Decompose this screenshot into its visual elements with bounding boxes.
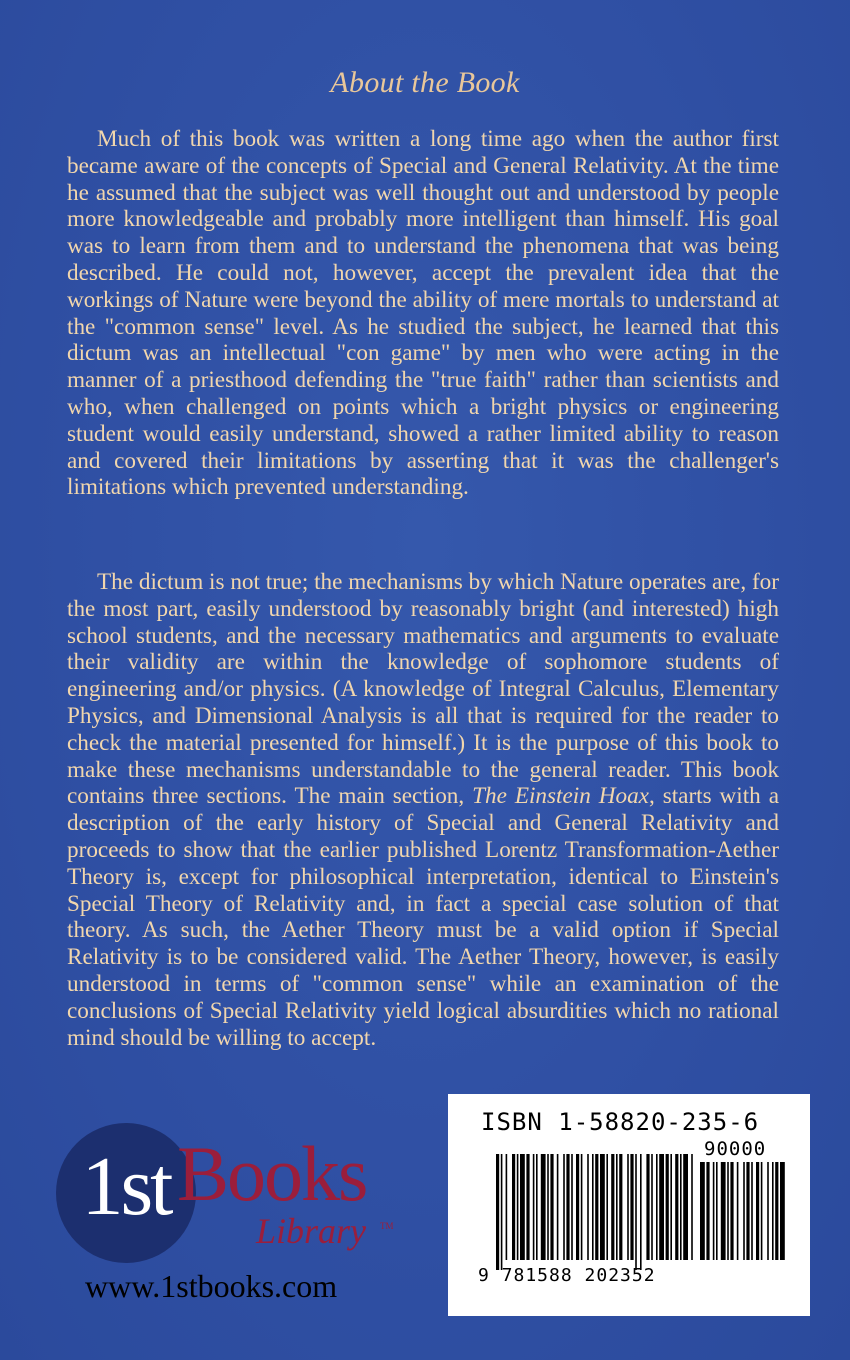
barcode-bar <box>517 1154 519 1260</box>
barcode-bar <box>683 1154 688 1260</box>
logo-trademark: TM <box>380 1221 394 1231</box>
barcode-bar <box>587 1154 589 1260</box>
logo-library-text: Library <box>256 1211 367 1251</box>
barcode-bar <box>656 1154 658 1260</box>
isbn-label: ISBN 1-58820-235-6 <box>481 1108 760 1136</box>
barcode-panel <box>448 1094 810 1316</box>
barcode-bar <box>700 1162 705 1260</box>
barcode-bar <box>600 1154 605 1260</box>
barcode-bar <box>619 1154 622 1260</box>
barcode-bar <box>563 1154 565 1260</box>
paragraph-2-text-a: The dictum is not true; the mechanisms by which Nature operates are, for the most part, easily understood by reasonably bright (and interested) high school students, and the necessary mathematics and arguments to evaluate their validity are within the knowledge of sophomore students of engineering and/or physics. (A knowledge of Integral Calculus, Elementary Physics, and Dimensional Analysis is all that is required for the reader to check the material presented for himself.) It is the purpose of this book to make these mechanisms understandable to the general reader. This book contains three sections. The main section, <box>67 569 779 810</box>
barcode-bar <box>670 1154 672 1260</box>
barcode-bar <box>536 1154 538 1260</box>
barcode-bar <box>713 1162 715 1260</box>
barcode-bar <box>767 1162 769 1260</box>
barcode-bar <box>627 1154 629 1260</box>
barcode-bar <box>751 1162 753 1260</box>
barcode-bar <box>533 1154 535 1260</box>
barcode-bar <box>616 1154 618 1260</box>
barcode-bar <box>727 1162 729 1260</box>
barcode-bar <box>526 1154 529 1260</box>
barcode-bar <box>576 1154 579 1260</box>
barcode-bar <box>772 1162 774 1260</box>
barcode-bar <box>651 1154 653 1260</box>
paragraph-2-text-b: , starts with a description of the early history of Special and General Relativity and proceeds to show that the earlier published Lorentz Transformation-Aether Theory is, except for philosophical interpretation, identical to Einstein's Special Theory of Relativity and, in fact a special case solution of that theory. As such, the Aether Theory must be a valid option if Special Relativity is to be considered valid. The Aether Theory, however, is easily understood in terms of "common sense" while an examination of the conclusions of Special Relativity yield logical absurdities which no rational mind should be willing to accept. <box>67 783 779 1051</box>
barcode-bar <box>691 1154 693 1260</box>
barcode-bar <box>557 1154 559 1260</box>
barcode-bar <box>640 1154 642 1270</box>
barcode-bar <box>743 1162 745 1260</box>
barcode-bar <box>512 1154 515 1260</box>
book-title-italic: The Einstein Hoax <box>472 783 649 810</box>
barcode-bar <box>659 1154 664 1260</box>
barcode-bar <box>520 1154 525 1260</box>
barcode-bar <box>730 1162 733 1260</box>
barcode-bar <box>775 1162 778 1260</box>
barcode-bar <box>666 1154 669 1260</box>
barcode-bar <box>780 1162 785 1260</box>
barcode-bar <box>646 1154 649 1260</box>
publisher-website: www.1stbooks.com <box>85 1268 338 1304</box>
logo-books-text: Books <box>177 1130 367 1217</box>
barcode-bar <box>630 1154 633 1260</box>
barcode-bar <box>547 1154 549 1260</box>
barcode-bar <box>737 1162 739 1260</box>
about-heading: About the Book <box>330 66 520 99</box>
barcode-bar <box>756 1162 759 1260</box>
barcode-bar <box>761 1162 763 1260</box>
barcode-bar <box>680 1154 682 1260</box>
barcode-bar <box>675 1154 678 1260</box>
barcode-bar <box>716 1162 718 1260</box>
description-paragraph-1: Much of this book was written a long time ago when the author first became aware of the concepts of Special and General Relativity. At the time he assumed that the subject was well thought out and understood by people more knowledgeable and probably more intelligent than himself. His goal was to learn from them and to understand the phenomena that was being described. He could not, however, accept the prevalent idea that the workings of Nature were beyond the ability of mere mortals to understand at the "common sense" level. As he studied the subject, he learned that this dictum was an intellectual "con game" by men who were acting in the manner of a priesthood defending the "true faith" rather than scientists and who, when challenged on points which a bright physics or engineering student would easily understand, showed a rather limited ability to reason and covered their limitations by asserting that it was the challenger's limitations which prevented understanding. <box>67 126 779 501</box>
barcode-digits: 9 781588 202352 <box>478 1265 656 1286</box>
barcode-bar <box>746 1162 749 1260</box>
price-addon-digits: 90000 <box>704 1138 767 1160</box>
barcode-bar <box>550 1154 553 1260</box>
barcode-bar <box>506 1154 508 1260</box>
barcode-bar <box>581 1154 583 1260</box>
publisher-logo <box>56 1115 416 1265</box>
logo-1st-text: 1st <box>81 1140 171 1233</box>
barcode-bar <box>541 1154 546 1260</box>
barcode-bar <box>501 1154 503 1270</box>
barcode-bar <box>635 1154 637 1270</box>
barcode-bar <box>611 1154 614 1260</box>
barcode-bar <box>706 1162 709 1260</box>
barcode-bar <box>571 1154 573 1260</box>
barcode-bar <box>592 1154 594 1260</box>
barcode-bar <box>606 1154 608 1260</box>
barcode-bar <box>566 1154 569 1260</box>
barcode-bar <box>721 1162 726 1260</box>
barcode-bar <box>595 1154 598 1260</box>
barcode-bar <box>496 1154 499 1270</box>
description-paragraph-2 <box>67 569 779 1051</box>
